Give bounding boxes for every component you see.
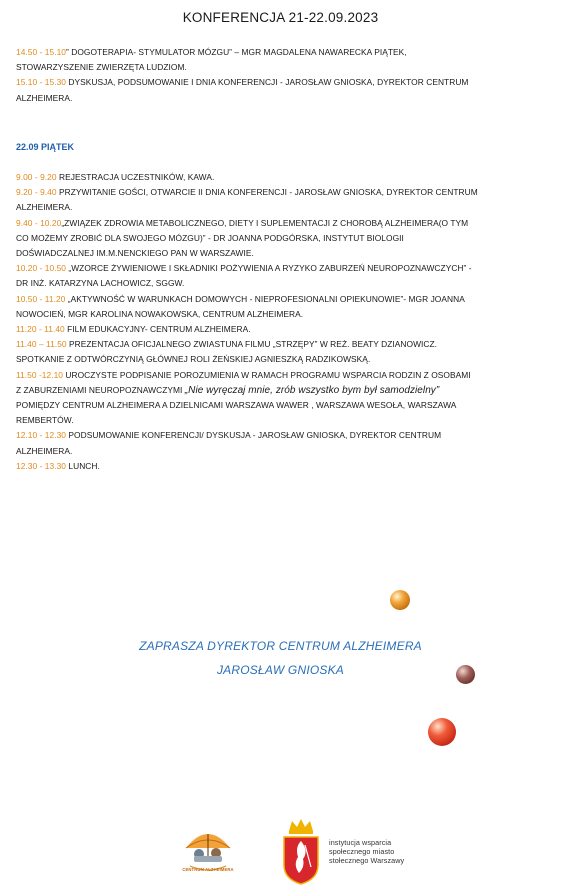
session-text: PRZYWITANIE GOŚCI, OTWARCIE II DNIA KONFERENCJI - JAROSŁAW GNIOSKA, DYREKTOR CENTRUM [56,187,478,198]
time-range: 10.20 - 10.50 [16,263,67,274]
institution-logo-text-line: stołecznego Warszawy [329,856,405,865]
warsaw-crest-icon [281,817,321,885]
session-text: ALZHEIMERA. [16,92,73,103]
invitation-line-2: JAROSŁAW GNIOSKA [216,663,344,677]
day2-heading: 22.09 PIĄTEK [16,142,75,152]
session-text: PREZENTACJA OFICJALNEGO ZWIASTUNA FILMU „STRZĘPY” W REŻ. BEATY DZIANOWICZ. [66,339,438,350]
centrum-alzheimera-logo [180,826,236,872]
time-range: 12.10 - 12.30 [16,430,67,441]
brown-sphere-decoration [456,665,475,684]
schedule-line [16,200,546,215]
time-range: 15.10 - 15.30 [16,77,67,88]
schedule-line [16,60,546,75]
session-text: PODSUMOWANIE KONFERENCJI/ DYSKUSJA - JAROSŁAW GNIOSKA, DYREKTOR CENTRUM [66,430,442,441]
session-text: REJESTRACJA UCZESTNIKÓW, KAWA. [56,172,215,182]
time-range: 9.00 - 9.20 [16,172,57,182]
schedule-line [16,383,546,398]
time-range: 11.20 - 11.40 [16,324,65,335]
schedule-line [16,216,546,231]
session-text: SPOTKANIE Z ODTWÓRCZYNIĄ GŁÓWNEJ ROLI ŻEŃSKIEJ AGNIESZKĄ RADZIKOWSKĄ. [16,354,371,365]
session-text: REMBERTÓW. [16,415,74,426]
schedule-line [16,428,546,443]
day2-schedule [16,170,546,474]
time-range: 9.20 - 9.40 [16,187,57,198]
session-text: „ZWIĄZEK ZDROWIA METABOLICZNEGO, DIETY I SUPLEMENTACJI Z CHOROBĄ ALZHEIMERA(O TYM [61,217,469,228]
time-range: 10.50 - 11.20 [16,293,66,304]
schedule-line [16,368,546,383]
institution-logo-text-line: instytucja wsparcia [329,838,392,847]
day1-schedule [16,45,546,106]
schedule-line [16,261,546,276]
session-text: DR INŻ. KATARZYNA LACHOWICZ, SGGW. [16,278,185,289]
page-title: KONFERENCJA 21-22.09.2023 [182,10,379,25]
schedule-line [16,91,546,106]
schedule-line [16,292,546,307]
schedule-line [16,459,546,474]
red-sphere-decoration [428,718,456,746]
session-text: DOŚWIADCZALNEJ IM.M.NENCKIEGO PAN W WARSZAWIE. [16,248,254,259]
program-slogan: „Nie wyręczaj mnie, zrób wszystko bym był samodzielny” [184,384,440,396]
schedule-line [16,322,546,337]
orange-sphere-decoration [390,590,410,610]
schedule-line [16,246,546,261]
schedule-line [16,276,546,291]
time-range: 12.30 - 13.30 [16,460,67,471]
schedule-line [16,75,546,90]
time-range: 11.40 – 11.50 [16,339,67,350]
session-text: „WZORCE ŻYWIENIOWE I SKŁADNIKI POŻYWIENIA A RYZYKO ZABURZEŃ NEUROPOZNAWCZYCH” - [66,263,472,274]
session-text: „AKTYWNOŚĆ W WARUNKACH DOMOWYCH - NIEPROFESIONALNI OPIEKUNOWIE”- MGR JOANNA [65,293,465,304]
schedule-line [16,413,546,428]
schedule-line [16,170,546,185]
schedule-line [16,337,546,352]
session-text: NOWOCIEŃ, MGR KAROLINA NOWAKOWSKA, CENTRUM ALZHEIMERA. [16,308,304,319]
time-range: 11.50 -12.10 [16,369,64,380]
session-text: ” DOGOTERAPIA- STYMULATOR MÓZGU” – MGR MAGDALENA NAWARECKA PIĄTEK, [66,47,407,57]
session-text: Z ZABURZENIAMI NEUROPOZNAWCZYMI [16,384,185,395]
institution-logo-text-line: społecznego miasto [329,847,395,856]
schedule-line [16,352,546,367]
centrum-alzheimera-logo-text: CENTRUM ALZHEIMERA [182,867,234,872]
session-text: ALZHEIMERA. [16,445,73,456]
session-text: POMIĘDZY CENTRUM ALZHEIMERA A DZIELNICAMI WARSZAWA WAWER , WARSZAWA WESOŁA, WARSZAWA [16,400,457,411]
invitation-line-1: ZAPRASZA DYREKTOR CENTRUM ALZHEIMERA [139,639,422,653]
session-text: DYSKUSJA, PODSUMOWANIE I DNIA KONFERENCJI - JAROSŁAW GNIOSKA, DYREKTOR CENTRUM [66,77,469,88]
schedule-line [16,444,546,459]
time-range: 9.40 - 10.20 [16,217,62,228]
schedule-line [16,45,546,60]
schedule-line [16,398,546,413]
session-text: STOWARZYSZENIE ZWIERZĘTA LUDZIOM. [16,62,187,73]
session-text: LUNCH. [66,460,100,471]
session-text: UROCZYSTE PODPISANIE POROZUMIENIA W RAMACH PROGRAMU WSPARCIA RODZIN Z OSOBAMI [63,369,471,380]
schedule-line [16,307,546,322]
schedule-line [16,185,546,200]
institution-logo-text [329,838,404,865]
session-text: ALZHEIMERA. [16,202,73,213]
session-text: FILM EDUKACYJNY- CENTRUM ALZHEIMERA. [64,324,251,335]
schedule-line [16,231,546,246]
session-text: CO MOŻEMY ZROBIĆ DLA SWOJEGO MÓZGU)” - DR JOANNA PODGÓRSKA, INSTYTUT BIOLOGII [16,232,404,243]
time-range: 14.50 - 15.10 [16,47,67,57]
